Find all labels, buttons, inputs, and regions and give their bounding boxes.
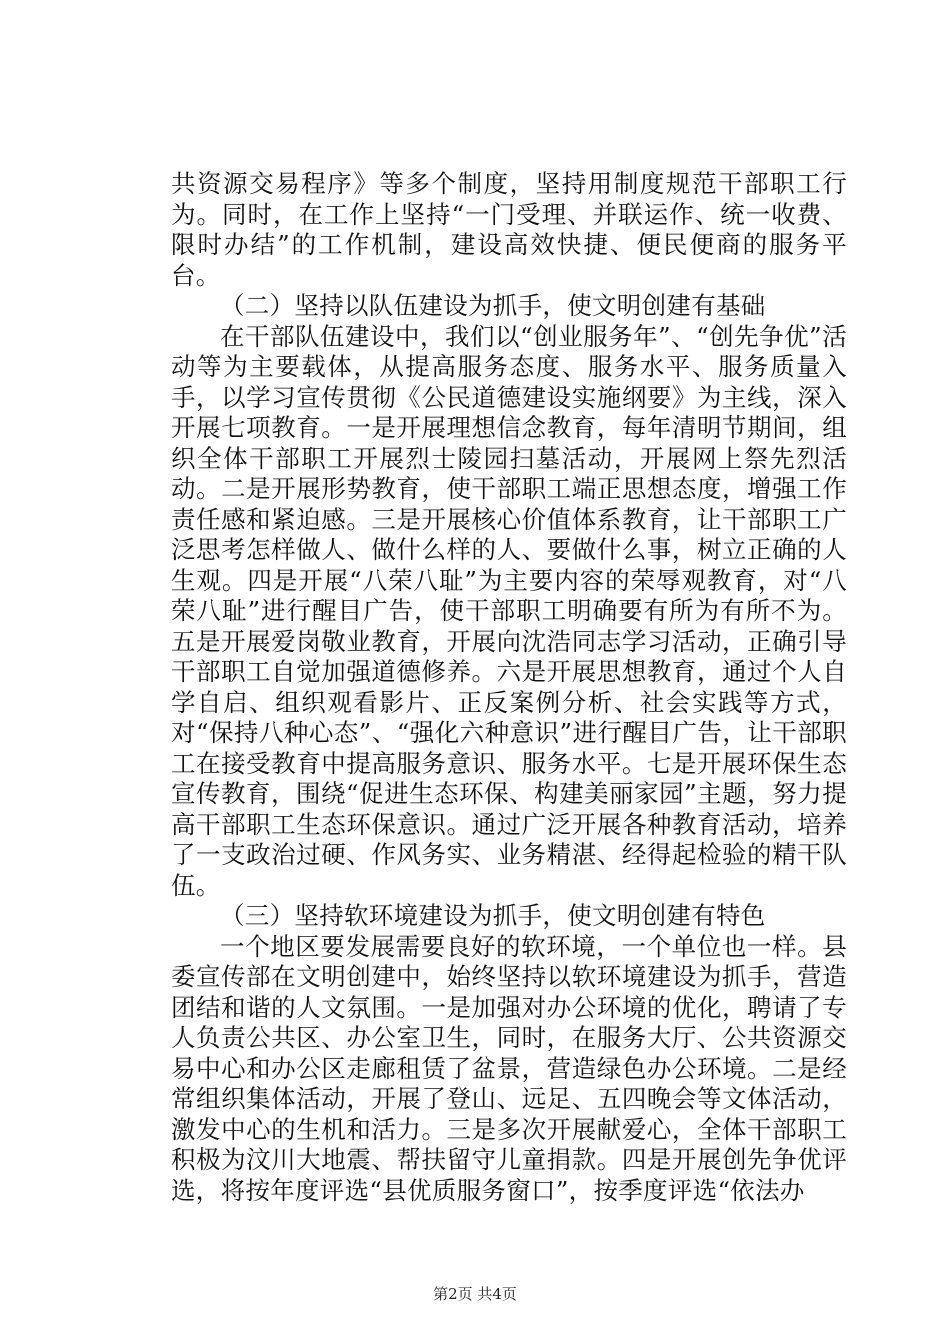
paragraph-soft-environment: 一个地区要发展需要良好的软环境，一个单位也一样。县委宣传部在文明创建中，始终坚持以软环境建设为抓手，营造团结和谐的人文氛围。一是加强对办公环境的优化，聘请了专人负责公共区、办公室卫生，同时，在服务大厅、公共资源交易中心和办公区走廊租赁了盆景，营造绿色办公环境。二是经常组织集体活动，开展了登山、远足、五四晚会等文体活动，激发中心的生机和活力。三是多次开展献爱心，全体干部职工积极为汶川大地震、帮扶留守儿童捐款。四是开展创先争优评选，将按年度评选“县优质服务窗口”，按季度评选“依法办 xyxy=(171,931,847,1205)
paragraph-continuation: 共资源交易程序》等多个制度，坚持用制度规范干部职工行为。同时，在工作上坚持“一门受理、并联运作、统一收费、限时办结”的工作机制，建设高效快捷、便民便商的服务平台。 xyxy=(171,169,847,290)
document-body xyxy=(171,169,847,1206)
section-heading-two: （二）坚持以队伍建设为抓手，使文明创建有基础 xyxy=(220,291,766,320)
section-heading-three: （三）坚持软环境建设为抓手，使文明创建有特色 xyxy=(220,901,766,930)
paragraph-team-building: 在干部队伍建设中，我们以“创业服务年”、“创先争优”活动等为主要载体，从提高服务态度、服务水平、服务质量入手，以学习宣传贯彻《公民道德建设实施纲要》为主线，深入开展七项教育。一是开展理想信念教育，每年清明节期间，组织全体干部职工开展烈士陵园扫墓活动，开展网上祭先烈活动。二是开展形势教育，使干部职工端正思想态度，增强工作责任感和紧迫感。三是开展核心价值体系教育，让干部职工广泛思考怎样做人、做什么样的人、要做什么事，树立正确的人生观。四是开展“八荣八耻”为主要内容的荣辱观教育，对“八荣八耻”进行醒目广告，使干部职工明确要有所为有所不为。五是开展爱岗敬业教育，开展向沈浩同志学习活动，正确引导干部职工自觉加强道德修养。六是开展思想教育，通过个人自学自启、组织观看影片、正反案例分析、社会实践等方式，对“保持八种心态”、“强化六种意识”进行醒目广告，让干部职工在接受教育中提高服务意识、服务水平。七是开展环保生态宣传教育，围绕“促进生态环保、构建美丽家园”主题，努力提高干部职工生态环保意识。通过广泛开展各种教育活动，培养了一支政治过硬、作风务实、业务精湛、经得起检验的精干队伍。 xyxy=(171,321,847,900)
page-number-footer: 第2页 共4页 xyxy=(433,1285,517,1303)
